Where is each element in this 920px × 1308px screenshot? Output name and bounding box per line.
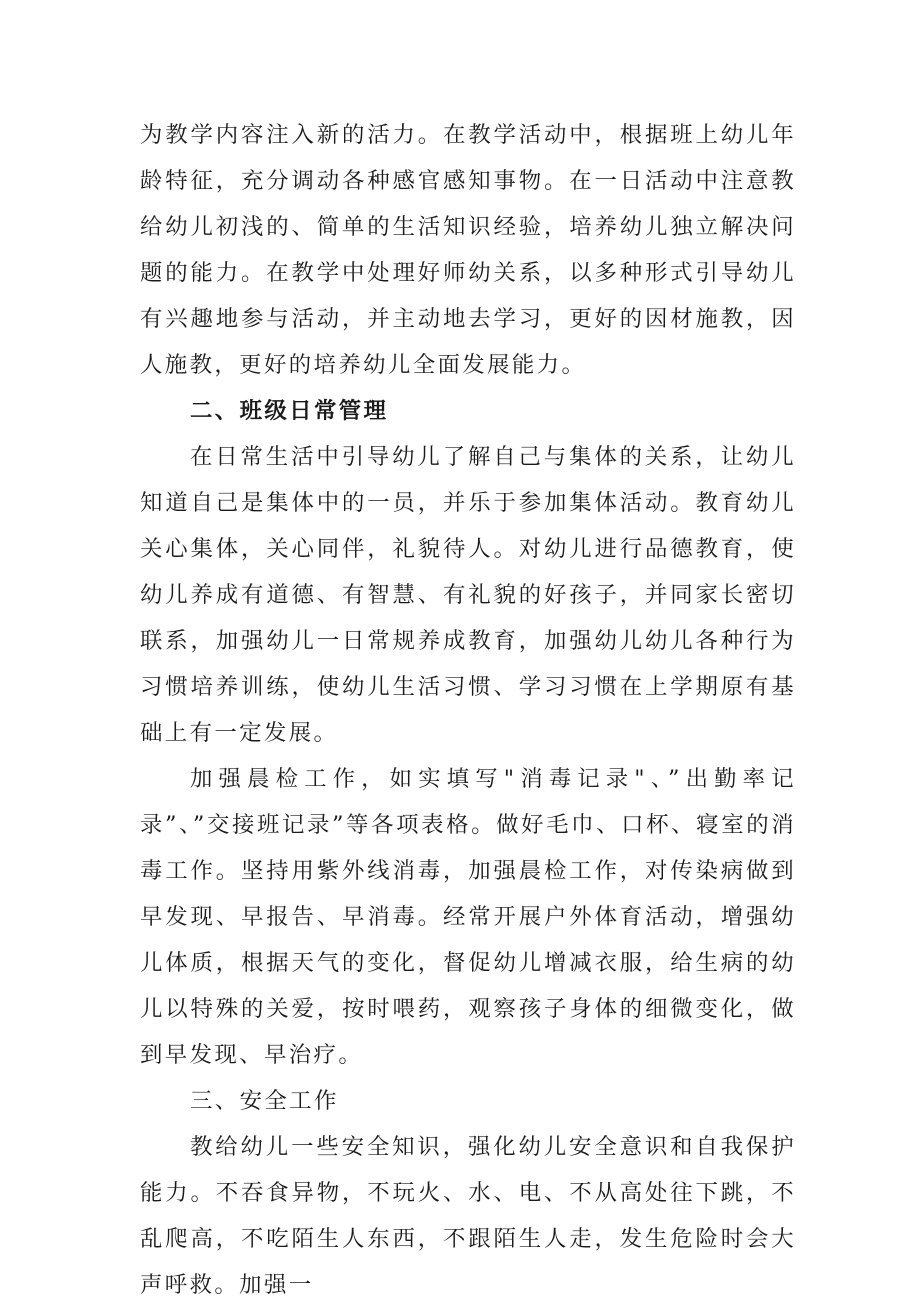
paragraph-morning-check: 加强晨检工作，如实填写"消毒记录"、”出勤率记录”、”交接班记录”等各项表格。做好毛巾、口杯、寝室的消毒工作。坚持用紫外线消毒，加强晨检工作，对传染病做到早发现、早报告、早消毒。经常开展户外体育活动，增强幼儿体质，根据天气的变化，督促幼儿增减衣服，给生病的幼儿以特殊的关爱，按时喂药，观察孩子身体的细微变化，做到早发现、早治疗。 (140, 766, 796, 1068)
section-heading-safety: 三、安全工作 (190, 1088, 339, 1114)
section-heading-class-management: 二、班级日常管理 (190, 398, 389, 424)
paragraph-safety-knowledge: 教给幼儿一些安全知识，强化幼儿安全意识和自我保护能力。不吞食异物，不玩火、水、电、不从高处往下跳，不乱爬高，不吃陌生人东西，不跟陌生人走，发生危险时会大声呼救。加强一 (140, 1134, 796, 1298)
paragraph-teaching-continued: 为教学内容注入新的活力。在教学活动中，根据班上幼儿年龄特征，充分调动各种感官感知事物。在一日活动中注意教给幼儿初浅的、简单的生活知识经验，培养幼儿独立解决问题的能力。在教学中处理好师幼关系，以多种形式引导幼儿有兴趣地参与活动，并主动地去学习，更好的因材施教，因人施教，更好的培养幼儿全面发展能力。 (140, 122, 796, 378)
document-body (140, 112, 796, 1308)
paragraph-daily-management: 在日常生活中引导幼儿了解自己与集体的关系，让幼儿知道自己是集体中的一员，并乐于参加集体活动。教育幼儿关心集体，关心同伴，礼貌待人。对幼儿进行品德教育，使幼儿养成有道德、有智慧、有礼貌的好孩子，并同家长密切联系，加强幼儿一日常规养成教育，加强幼儿幼儿各种行为习惯培养训练，使幼儿生活习惯、学习习惯在上学期原有基础上有一定发展。 (140, 444, 796, 746)
